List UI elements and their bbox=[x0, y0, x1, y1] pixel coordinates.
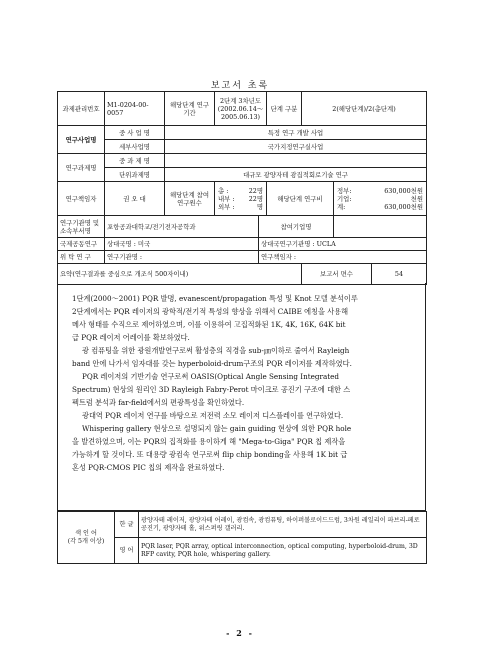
abstract-line: 광 컴퓨팅을 위한 광원개발연구로써 활성층의 직경을 sub-㎛이하로 줄여서 Rayleigh bbox=[82, 346, 350, 355]
total-value: 22명 bbox=[248, 186, 263, 195]
unit-task-label: 단위과제명 bbox=[105, 168, 165, 182]
mid-program-label: 중 사 업 명 bbox=[105, 126, 165, 140]
period-value: 2단계 3차년도 (2002.06.14～2005.06.13) bbox=[215, 92, 267, 126]
cost-box bbox=[334, 182, 427, 216]
mid-program-value: 특정 연구 개발 사업 bbox=[165, 126, 427, 140]
abstract-line: Whispering gallery 현상으로 설명되지 않는 gain guiding 현상에 의한 PQR hole bbox=[82, 424, 352, 433]
sum-label: 계: bbox=[337, 202, 346, 211]
gov-value: 630,000천원 bbox=[384, 186, 423, 195]
abstract-line: Spectrum) 현상의 원리인 3D Rayleigh Fabry-Perot 마이크로 공진기 구조에 대한 스 bbox=[72, 385, 351, 394]
stage-type-label: 단계 구분 bbox=[267, 92, 302, 126]
keywords-en-label: 영 어 bbox=[115, 538, 139, 564]
large-task-value bbox=[165, 154, 427, 168]
internal-label: 내부 : bbox=[218, 194, 235, 203]
abstract-line: 가능하게 할 것이다. 또 대용량 광컴속 연구로써 flip chip bonding을 사용해 1K bit 급 bbox=[72, 450, 348, 459]
company-label: 참여기업명 bbox=[259, 216, 334, 238]
keywords-table bbox=[57, 511, 427, 564]
internal-value: 22명 bbox=[248, 194, 263, 203]
abstract-box bbox=[57, 283, 426, 511]
keywords-ko-label: 한 글 bbox=[115, 512, 139, 538]
corp-value: 천원 bbox=[410, 194, 423, 203]
mgmt-no-value: M1-0204-00-0057 bbox=[105, 92, 165, 126]
abstract-line: 1단계(2000～2001) PQR 발명, evanescent/propagation 특성 및 Knot 모델 분석이루 bbox=[72, 294, 358, 303]
keywords-label: 색 인 어 bbox=[75, 529, 97, 537]
abstract-line: 광대역 PQR 레이저 연구를 바탕으로 저전력 소모 레이저 디스플레이를 연구하였다. bbox=[82, 411, 344, 420]
abstract-line: 을 발견하였으며, 이는 PQR의 집적화를 용이하게 해 "Mega-to-Giga" PQR 칩 제작을 bbox=[72, 437, 346, 446]
pages-label: 보고서 면수 bbox=[302, 264, 372, 285]
cost-label: 해당단계 연구비 bbox=[267, 182, 334, 216]
researcher-count-label: 해당단계 참여연구원수 bbox=[165, 182, 215, 216]
detail-program-value: 국가지정연구실사업 bbox=[165, 140, 427, 154]
large-task-label: 중 과 제 명 bbox=[105, 154, 165, 168]
stage-label: 해당단계 연구기간 bbox=[165, 92, 215, 126]
detail-program-label: 세부사업명 bbox=[105, 140, 165, 154]
delegated-institution: 연구기관명 : bbox=[105, 251, 259, 264]
researcher-name: 권 오 대 bbox=[105, 182, 165, 216]
abstract-line: 급 PQR 레이저 어레이를 확보하였다. bbox=[72, 333, 190, 342]
summary-table bbox=[57, 91, 427, 285]
intl-label: 국제공동연구 bbox=[58, 238, 105, 251]
unit-task-value: 대규모 광양자테 광집적회로기술 연구 bbox=[165, 168, 427, 182]
external-value: 명 bbox=[256, 202, 263, 211]
sum-value: 630,000천원 bbox=[384, 202, 423, 211]
page-number: - 2 - bbox=[226, 628, 254, 638]
pages-value: 54 bbox=[372, 264, 427, 285]
keywords-en-value: PQR laser, PQR array, optical interconnection, optical computing, hyperboloid-drum, 3D RFP cavity, PQR hole, whispering gallery. bbox=[139, 538, 427, 564]
researcher-count-box bbox=[215, 182, 267, 216]
abstract-line: PQR 레이저의 기반기술 연구로써 OASIS(Optical Angle Sensing Integrated bbox=[82, 372, 339, 381]
delegated-label: 위 탁 연 구 bbox=[58, 251, 105, 264]
keywords-label-cell bbox=[58, 512, 115, 564]
task-label: 연구과제명 bbox=[58, 154, 105, 182]
abstract-line: 펙트럼 분석과 far-field에서의 편광특성을 확인하였다. bbox=[72, 398, 245, 407]
institution-value: 포항공과대학교/전기전자공학과 bbox=[105, 216, 259, 238]
program-label: 연구사업명 bbox=[58, 126, 105, 154]
corp-label: 기업: bbox=[337, 194, 352, 203]
researcher-label: 연구책임자 bbox=[58, 182, 105, 216]
institution-label: 연구기관명 및 소속부서명 bbox=[58, 216, 105, 238]
company-value bbox=[334, 216, 427, 238]
mgmt-no-label: 과제관리번호 bbox=[58, 92, 105, 126]
keywords-ko-value: 광양자테 레이저, 광양자테 어레이, 광컴속, 광컴퓨팅, 하이퍼볼로이드드럼, 3차원 레일리이 파브리-페로 공진기, 광양자테 홀, 위스퍼링 갤러리. bbox=[139, 512, 427, 538]
external-label: 외부 : bbox=[218, 202, 235, 211]
abstract-line: band 안에 나가서 임자대를 갖는 hyperboloid-drum구조의 PQR 레이저를 제작하였다. bbox=[72, 359, 352, 368]
gov-label: 정부: bbox=[337, 186, 352, 195]
keywords-count: (각 5개 이상) bbox=[67, 537, 105, 545]
abstract-line: 메사 형태를 수직으로 제어하였으며, 이를 이용하여 고집적화된 1K, 4K, 16K, 64K bit bbox=[72, 320, 346, 329]
delegated-lead: 연구책임자 : bbox=[259, 251, 427, 264]
intl-country: 상대국명 : 미국 bbox=[105, 238, 259, 251]
total-label: 총 : bbox=[218, 186, 229, 195]
stage-type-value: 2(해당단계)/2(총단계) bbox=[302, 92, 427, 126]
summary-label: 요약(연구결과를 중심으로 개조식 500자이내) bbox=[58, 264, 302, 285]
intl-institution: 상대국연구기관명 : UCLA bbox=[259, 238, 427, 251]
abstract-line: 2단계에서는 PQR 레이저의 광학적/전기적 특성의 향상을 위해서 CAIBE 에칭을 사용해 bbox=[72, 307, 349, 316]
abstract-line: 혼성 PQR-CMOS PIC 칩의 제작을 완료하였다. bbox=[72, 463, 225, 472]
report-title: 보고서 초록 bbox=[210, 81, 270, 91]
